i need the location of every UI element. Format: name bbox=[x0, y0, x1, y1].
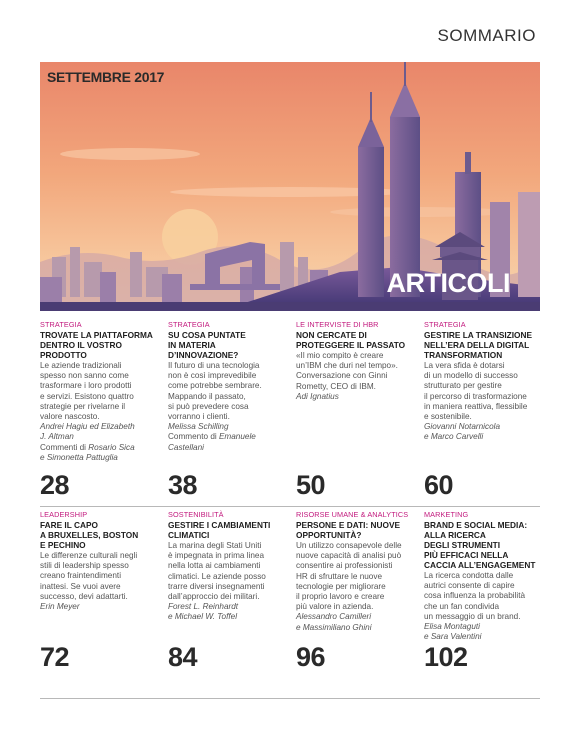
article-title-line: TROVATE LA PIATTAFORMA bbox=[40, 330, 153, 340]
page-number: 84 bbox=[168, 642, 198, 672]
article-title-line: NELL’ERA DELLA DIGITAL bbox=[424, 340, 530, 350]
article-title-line: CACCIA ALL’ENGAGEMENT bbox=[424, 560, 536, 570]
article-card[interactable] bbox=[40, 320, 155, 500]
article-description-line: più valore in azienda. bbox=[296, 602, 374, 612]
author-line bbox=[168, 432, 283, 442]
article-title-line: A BRUXELLES, BOSTON bbox=[40, 530, 139, 540]
articles-grid bbox=[40, 510, 540, 698]
page-number: 102 bbox=[424, 642, 468, 672]
article-title-line: SU COSA PUNTATE bbox=[168, 330, 246, 340]
article-card[interactable] bbox=[296, 510, 411, 672]
article-authors bbox=[40, 602, 155, 612]
article-card[interactable] bbox=[296, 320, 411, 500]
article-description-line: creano fraintendimenti bbox=[40, 571, 122, 581]
article-title-line: IN MATERIA bbox=[168, 340, 216, 350]
article-category: MARKETING bbox=[424, 510, 469, 519]
articles-row bbox=[40, 320, 540, 508]
article-title-line: NON CERCATE DI bbox=[296, 330, 367, 340]
author-name: Melissa Schilling bbox=[168, 422, 229, 432]
article-title bbox=[168, 330, 283, 360]
author-name: e Massimiliano Ghini bbox=[296, 622, 372, 632]
author-name: J. Altman bbox=[40, 432, 74, 442]
articles-grid bbox=[40, 320, 540, 508]
article-description bbox=[424, 571, 539, 622]
author-line bbox=[424, 632, 539, 642]
article-description-line: non è così imprevedibile bbox=[168, 371, 257, 381]
article-authors bbox=[40, 422, 155, 463]
section-title: SOMMARIO bbox=[437, 26, 536, 45]
author-line bbox=[168, 602, 283, 612]
article-description-line: si può prevedere cosa bbox=[168, 401, 249, 411]
article-description-line: Mappando il passato, bbox=[168, 391, 246, 401]
article-description-line: tecnologie per migliorare bbox=[296, 581, 386, 591]
article-description-line: Conversazione con Ginni bbox=[296, 371, 388, 381]
article-description bbox=[168, 361, 283, 422]
article-description-line: valore nascosto. bbox=[40, 412, 100, 422]
author-prefix: Commenti di bbox=[40, 442, 89, 452]
article-description-line: cosa influenza la probabilità bbox=[424, 591, 526, 601]
page-number: 60 bbox=[424, 470, 454, 500]
page-number: 50 bbox=[296, 470, 326, 500]
article-title-line: CLIMATICI bbox=[168, 530, 210, 540]
article-category: STRATEGIA bbox=[424, 320, 466, 329]
article-category: SOSTENIBILITÀ bbox=[168, 510, 224, 519]
section-heading: ARTICOLI bbox=[386, 268, 510, 298]
article-description-line: spesso non sanno come bbox=[40, 371, 129, 381]
article-title-line: FARE IL CAPO bbox=[40, 520, 98, 530]
author-line bbox=[424, 622, 539, 632]
article-description-line: nella lotta ai cambiamenti bbox=[168, 561, 261, 571]
article-description-line: strategie per rivelarne il bbox=[40, 401, 126, 411]
article-title-line: DENTRO IL VOSTRO bbox=[40, 340, 122, 350]
hero-illustration bbox=[40, 62, 540, 311]
article-title bbox=[296, 520, 411, 540]
article-description-line: di un modello di successo bbox=[424, 371, 518, 381]
article-card[interactable] bbox=[424, 510, 539, 672]
author-line bbox=[40, 443, 155, 453]
article-authors bbox=[168, 422, 283, 453]
article-authors bbox=[168, 602, 283, 622]
article-description-line: La ricerca condotta dalle bbox=[424, 571, 514, 580]
author-line bbox=[40, 422, 155, 432]
author-line bbox=[40, 453, 155, 463]
author-prefix: Commento di bbox=[168, 432, 219, 442]
article-description-line: Il futuro di una tecnologia bbox=[168, 361, 260, 370]
article-description-line: Rometty, CEO di IBM. bbox=[296, 381, 376, 391]
author-line bbox=[168, 443, 283, 453]
article-description bbox=[40, 551, 155, 602]
article-category: LEADERSHIP bbox=[40, 510, 88, 519]
article-description bbox=[168, 541, 283, 602]
article-description-line: Un utilizzo consapevole delle bbox=[296, 541, 402, 550]
page-number: 96 bbox=[296, 642, 326, 672]
article-title bbox=[296, 330, 411, 350]
article-category: STRATEGIA bbox=[40, 320, 82, 329]
author-line bbox=[168, 612, 283, 622]
author-name: e Marco Carvelli bbox=[424, 432, 484, 442]
article-description-line: inattesi. Se vuoi avere bbox=[40, 581, 121, 591]
article-title-line: PERSONE E DATI: NUOVE bbox=[296, 520, 401, 530]
article-title-line: GESTIRE I CAMBIAMENTI bbox=[168, 520, 271, 530]
article-title-line: PRODOTTO bbox=[40, 350, 87, 360]
article-description-line: climatici. Le aziende posso bbox=[168, 571, 266, 581]
article-description-line: La marina degli Stati Uniti bbox=[168, 541, 262, 550]
article-description-line: strutturato per gestire bbox=[424, 381, 502, 391]
article-description-line: trasformare i loro prodotti bbox=[40, 381, 132, 391]
article-description-line: «Il mio compito è creare bbox=[296, 351, 384, 360]
article-card[interactable] bbox=[40, 510, 155, 672]
article-title-line: GESTIRE LA TRANSIZIONE bbox=[424, 330, 533, 340]
article-title bbox=[424, 330, 539, 360]
article-category: STRATEGIA bbox=[168, 320, 210, 329]
author-name: Andrei Hagiu ed Elizabeth bbox=[40, 422, 135, 432]
article-title-line: E PECHINO bbox=[40, 540, 86, 550]
article-description bbox=[296, 351, 411, 392]
article-description-line: autrici consente di capire bbox=[424, 581, 515, 591]
article-authors bbox=[296, 612, 411, 632]
page-number: 72 bbox=[40, 642, 70, 672]
article-title bbox=[40, 330, 155, 360]
article-card[interactable] bbox=[168, 320, 283, 500]
article-description-line: il proprio lavoro e creare bbox=[296, 592, 385, 602]
article-title bbox=[424, 520, 539, 570]
article-description-line: consentire ai professionisti bbox=[296, 561, 393, 571]
article-title-line: TRANSFORMATION bbox=[424, 350, 503, 360]
article-description-line: che un fan condivida bbox=[424, 601, 500, 611]
article-title-line: D’INNOVAZIONE? bbox=[168, 350, 239, 360]
article-title-line: ALLA RICERCA bbox=[424, 530, 486, 540]
author-name: Rosario Sica bbox=[88, 442, 135, 452]
author-line bbox=[424, 432, 539, 442]
article-description bbox=[424, 361, 539, 422]
article-card[interactable] bbox=[168, 510, 283, 672]
author-name: Elisa Montaguti bbox=[424, 622, 480, 632]
article-title-line: DEGLI STRUMENTI bbox=[424, 540, 501, 550]
article-title bbox=[168, 520, 283, 540]
article-description-line: successo, devi adattarti. bbox=[40, 591, 128, 601]
article-authors bbox=[424, 622, 539, 642]
author-name: Emanuele bbox=[218, 432, 256, 442]
article-description-line: Le aziende tradizionali bbox=[40, 361, 122, 370]
article-description-line: trarre diversi insegnamenti bbox=[168, 581, 265, 591]
article-card[interactable] bbox=[424, 320, 539, 500]
article-description bbox=[296, 541, 411, 612]
article-description-line: e sostenibile. bbox=[424, 412, 472, 422]
article-title-line: OPPORTUNITÀ? bbox=[296, 530, 362, 540]
article-description bbox=[40, 361, 155, 422]
article-description-line: come potrebbe sembrare. bbox=[168, 381, 262, 391]
bottom-divider bbox=[40, 698, 540, 699]
author-line bbox=[424, 422, 539, 432]
page-number: 38 bbox=[168, 470, 198, 500]
article-title bbox=[40, 520, 155, 550]
author-name: e Sara Valentini bbox=[424, 632, 482, 642]
author-line bbox=[296, 623, 411, 633]
article-description-line: nuove capacità di analisi può bbox=[296, 551, 402, 561]
author-name: e Simonetta Pattuglia bbox=[40, 452, 118, 462]
article-description-line: e servizi. Esistono quattro bbox=[40, 391, 134, 401]
author-name: Alessandro Camilleri bbox=[296, 612, 372, 622]
row-divider bbox=[40, 506, 540, 507]
article-description-line: Le differenze culturali negli bbox=[40, 551, 138, 560]
issue-date: SETTEMBRE 2017 bbox=[47, 69, 165, 85]
article-title-line: BRAND E SOCIAL MEDIA: bbox=[424, 520, 528, 530]
article-description-line: il percorso di trasformazione bbox=[424, 391, 527, 401]
author-line bbox=[296, 392, 411, 402]
article-description-line: un messaggio di un brand. bbox=[424, 611, 521, 621]
author-line bbox=[40, 602, 155, 612]
article-title-line: PROTEGGERE IL PASSATO bbox=[296, 340, 406, 350]
articles-row bbox=[40, 510, 540, 698]
article-title-line: PIÙ EFFICACI NELLA bbox=[424, 550, 509, 560]
author-line bbox=[168, 422, 283, 432]
author-name: Erin Meyer bbox=[40, 602, 80, 612]
author-name: Castellani bbox=[168, 442, 204, 452]
author-name: Giovanni Notarnicola bbox=[424, 422, 501, 432]
article-category: RISORSE UMANE & ANALYTICS bbox=[296, 510, 409, 519]
author-line bbox=[40, 432, 155, 442]
article-description-line: stili di leadership spesso bbox=[40, 561, 129, 571]
article-description-line: La vera sfida è dotarsi bbox=[424, 361, 505, 370]
author-name: e Michael W. Toffel bbox=[168, 612, 238, 622]
article-authors bbox=[424, 422, 539, 442]
page-number: 28 bbox=[40, 470, 70, 500]
article-description-line: è impegnata in prima linea bbox=[168, 551, 265, 561]
article-description-line: un’IBM che duri nel tempo». bbox=[296, 361, 398, 371]
article-description-line: HR di sfruttare le nuove bbox=[296, 571, 383, 581]
article-authors bbox=[296, 392, 411, 402]
article-category: LE INTERVISTE DI HBR bbox=[296, 320, 379, 329]
author-name: Forest L. Reinhardt bbox=[168, 602, 239, 612]
article-description-line: vorranno i clienti. bbox=[168, 412, 230, 422]
author-name: Adi Ignatius bbox=[296, 391, 339, 401]
author-line bbox=[296, 612, 411, 622]
article-description-line: in maniera reattiva, flessibile bbox=[424, 401, 528, 411]
article-description-line: dall’approccio dei militari. bbox=[168, 592, 260, 602]
